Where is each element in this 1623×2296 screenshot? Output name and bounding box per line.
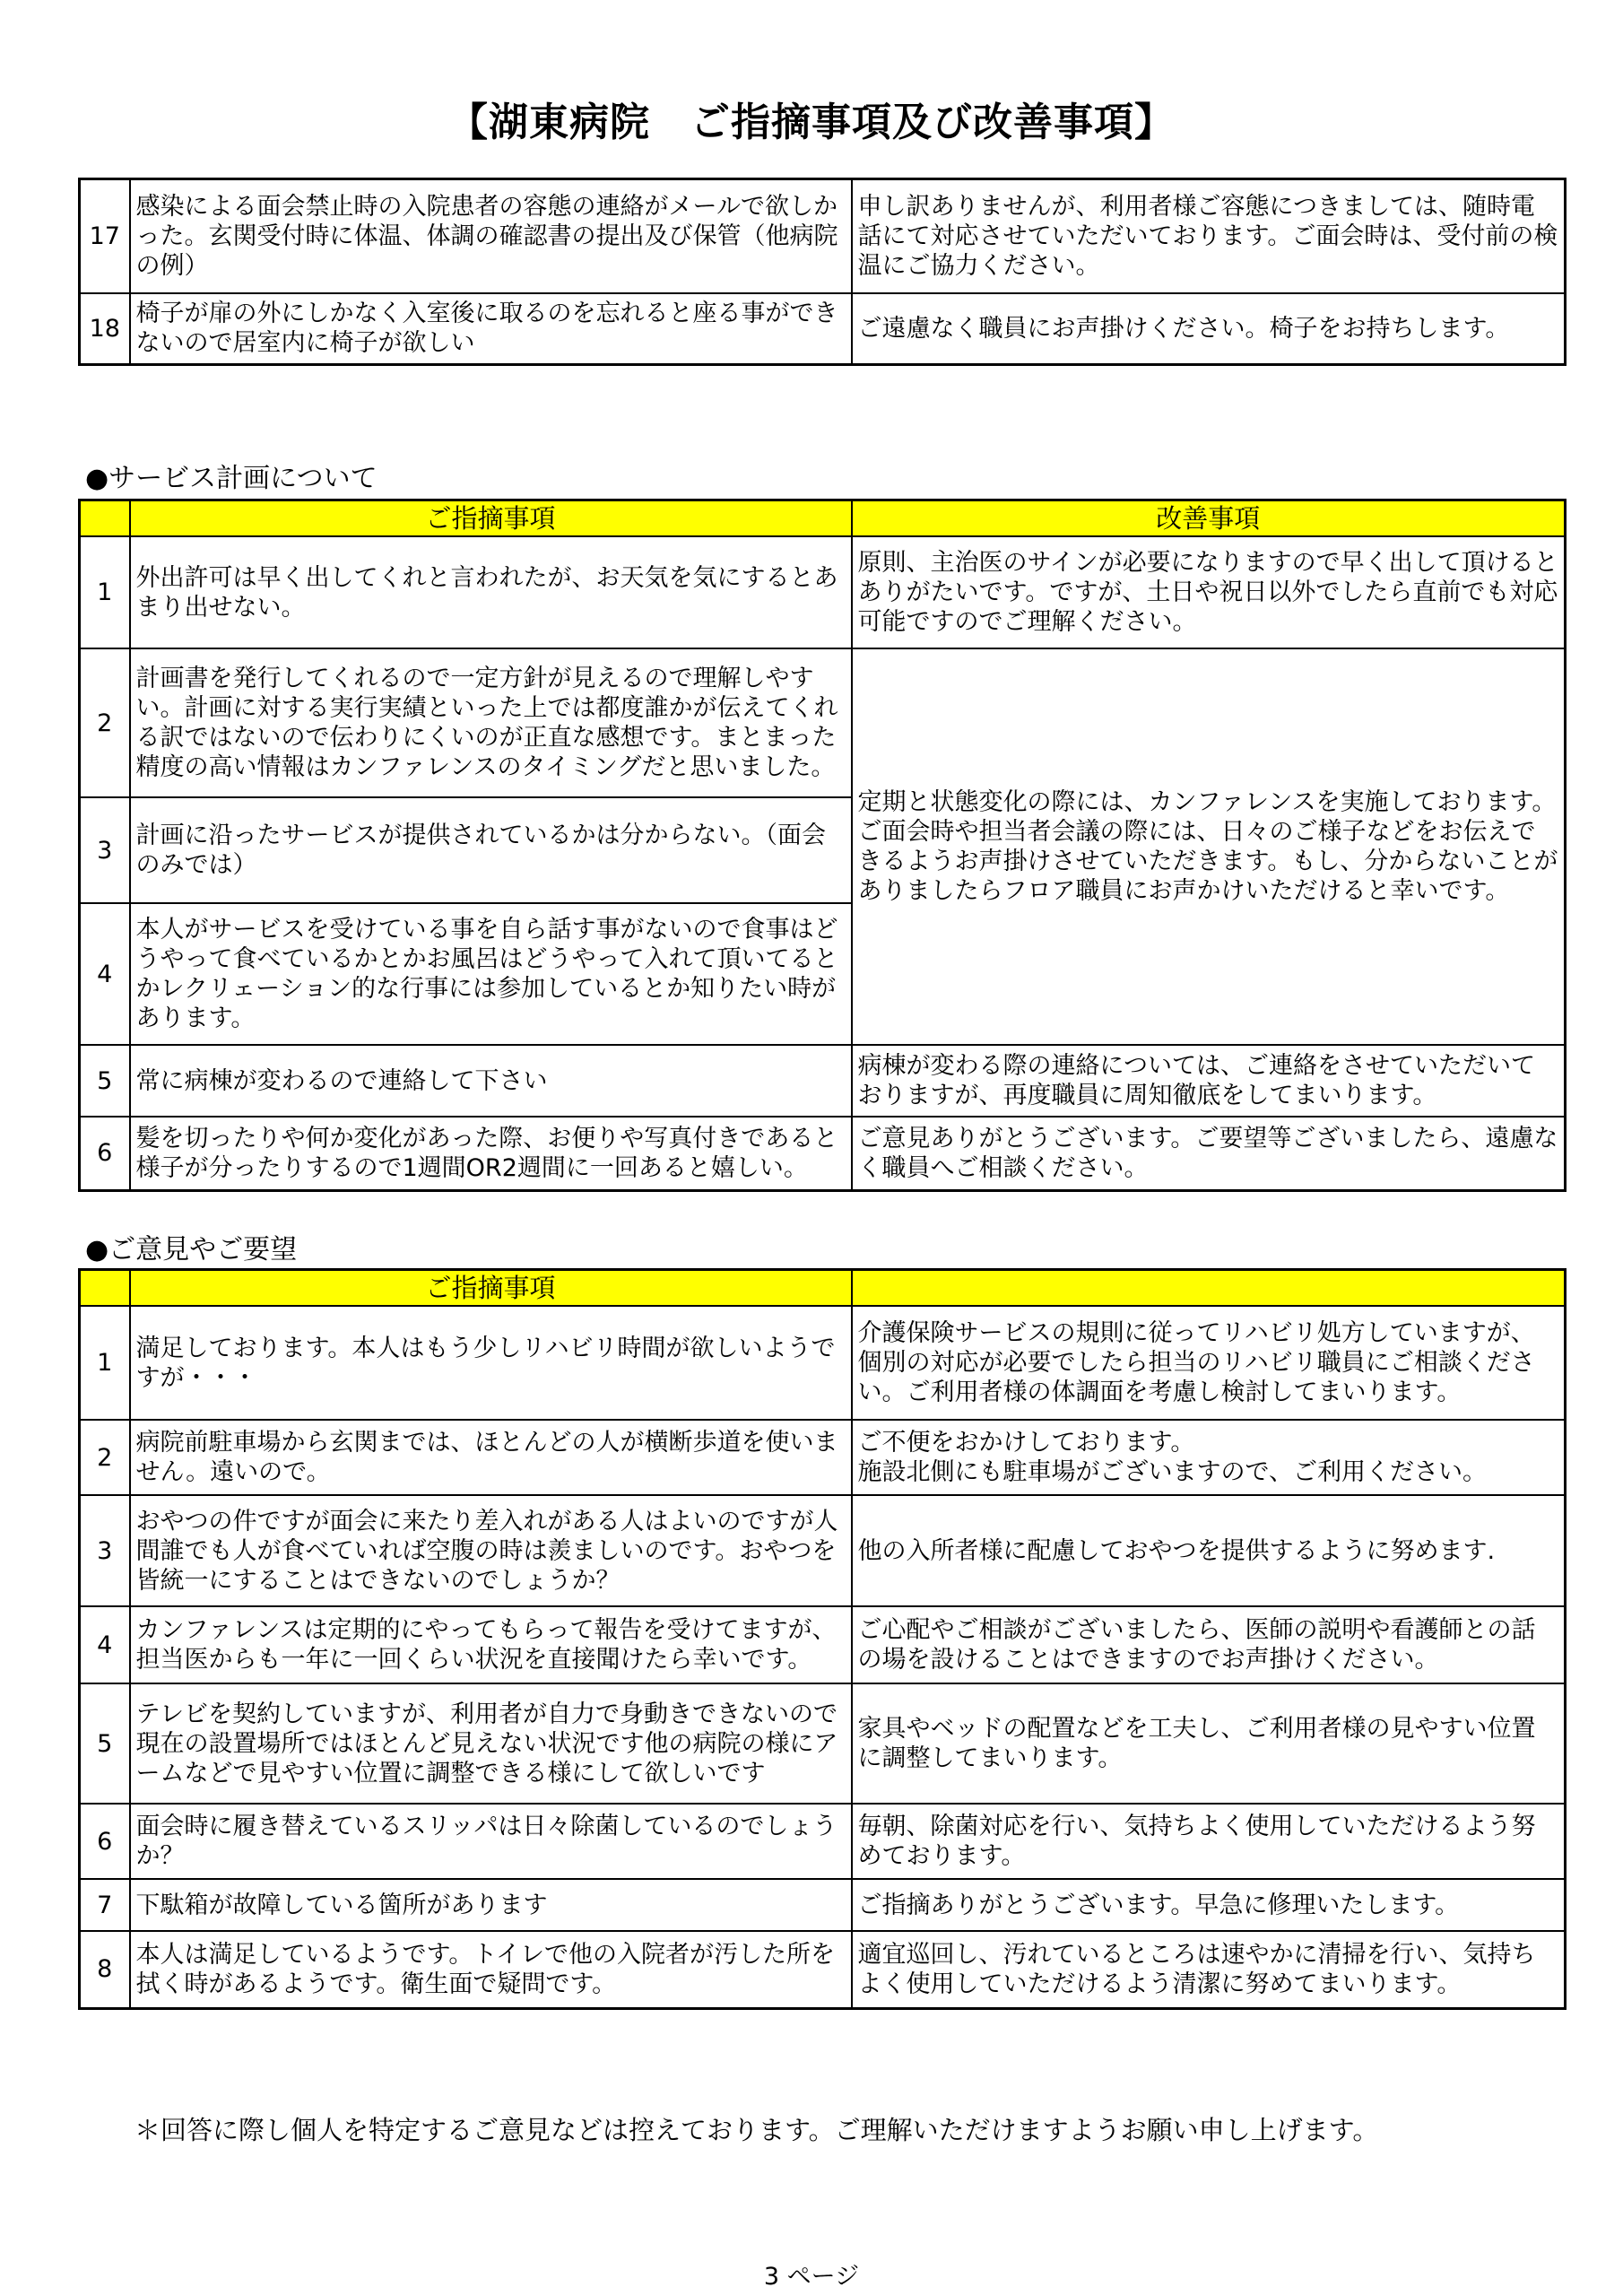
row-number: 2 <box>80 1420 130 1495</box>
footnote: ＊回答に際し個人を特定するご意見などは控えております。ご理解いただけますようお願い申し上げます。 <box>135 2115 1379 2145</box>
issue-cell: 満足しております。本人はもう少しリハビリ時間が欲しいようですが・・・ <box>130 1306 852 1420</box>
column-header-response: 改善事項 <box>852 500 1566 537</box>
row-number: 3 <box>80 1495 130 1606</box>
issue-cell: 計画書を発行してくれるので一定方針が見えるので理解しやすい。計画に対する実行実績といった上では都度誰かが伝えてくれる訳ではないので伝わりにくいのが正直な感想です。まとまった精度の高い情報はカンファレンスのタイミングだと思いました。 <box>130 648 852 797</box>
response-cell: ご意見ありがとうございます。ご要望等ございましたら、遠慮なく職員へご相談ください。 <box>852 1117 1566 1190</box>
column-header-issue: ご指摘事項 <box>130 1270 852 1307</box>
response-cell: 適宜巡回し、汚れているところは速やかに清掃を行い、気持ちよく使用していただけるよう清潔に努めてまいります。 <box>852 1931 1566 2008</box>
table-row <box>80 1420 1566 1495</box>
page-title: 【湖東病院 ご指摘事項及び改善事項】 <box>448 100 1175 145</box>
response-cell: ご不便をおかけしております。 施設北側にも駐車場がございますので、ご利用ください。 <box>852 1420 1566 1495</box>
table-row <box>80 1606 1566 1683</box>
issue-cell: 本人は満足しているようです。トイレで他の入院者が汚した所を拭く時があるようです。衛生面で疑問です。 <box>130 1931 852 2008</box>
response-cell: ご心配やご相談がございましたら、医師の説明や看護師との話の場を設けることはできますのでお声掛けください。 <box>852 1606 1566 1683</box>
table-row <box>80 1045 1566 1117</box>
response-cell: 他の入所者様に配慮しておやつを提供するように努めます. <box>852 1495 1566 1606</box>
column-header-issue: ご指摘事項 <box>130 500 852 537</box>
table-row <box>80 1117 1566 1190</box>
row-number: 2 <box>80 648 130 797</box>
issue-cell: 下駄箱が故障している箇所があります <box>130 1879 852 1931</box>
opinions-table <box>78 1268 1567 2010</box>
issue-cell: 髪を切ったりや何か変化があった際、お便りや写真付きであると様子が分ったりするので1週間OR2週間に一回あると嬉しい。 <box>130 1117 852 1190</box>
section-heading-opinions: ●ご意見やご要望 <box>85 1234 298 1265</box>
response-cell: 毎朝、除菌対応を行い、気持ちよく使用していただけるよう努めております。 <box>852 1804 1566 1879</box>
row-number: 7 <box>80 1879 130 1931</box>
issue-cell: おやつの件ですが面会に来たり差入れがある人はよいのですが人間誰でも人が食べていれば空腹の時は羨ましいのです。おやつを皆統一にすることはできないのでしょうか？ <box>130 1495 852 1606</box>
table-row <box>80 1683 1566 1804</box>
table-row <box>80 1306 1566 1420</box>
row-number: 1 <box>80 536 130 648</box>
issue-cell: 病院前駐車場から玄関までは、ほとんどの人が横断歩道を使いません。遠いので。 <box>130 1420 852 1495</box>
table-header-row <box>80 500 1566 537</box>
table-row <box>80 293 1566 365</box>
issue-cell: 面会時に履き替えているスリッパは日々除菌しているのでしょうか？ <box>130 1804 852 1879</box>
issue-cell: 外出許可は早く出してくれと言われたが、お天気を気にするとあまり出せない。 <box>130 536 852 648</box>
service-plan-table <box>78 499 1567 1192</box>
row-number: 6 <box>80 1804 130 1879</box>
section-heading-service-plan: ●サービス計画について <box>85 463 378 494</box>
row-number: 18 <box>80 293 130 365</box>
response-cell: ご遠慮なく職員にお声掛けください。椅子をお持ちします。 <box>852 293 1566 365</box>
table-row <box>80 179 1566 293</box>
table-row <box>80 1879 1566 1931</box>
response-cell: 申し訳ありませんが、利用者様ご容態につきましては、随時電話にて対応させていただいております。ご面会時は、受付前の検温にご協力ください。 <box>852 179 1566 293</box>
table-row <box>80 1931 1566 2008</box>
issue-cell: 椅子が扉の外にしかなく入室後に取るのを忘れると座る事ができないので居室内に椅子が欲しい <box>130 293 852 365</box>
row-number: 17 <box>80 179 130 293</box>
page-number: 3 ページ <box>763 2263 860 2291</box>
table-row <box>80 1495 1566 1606</box>
table-header-row <box>80 1270 1566 1307</box>
column-header-response <box>852 1270 1566 1307</box>
response-cell: 家具やベッドの配置などを工夫し、ご利用者様の見やすい位置に調整してまいります。 <box>852 1683 1566 1804</box>
issue-cell: 計画に沿ったサービスが提供されているかは分からない。（面会のみでは） <box>130 797 852 903</box>
response-cell: 介護保険サービスの規則に従ってリハビリ処方していますが、個別の対応が必要でしたら担当のリハビリ職員にご相談ください。ご利用者様の体調面を考慮し検討してまいります。 <box>852 1306 1566 1420</box>
header-blank-cell <box>80 500 130 537</box>
table-row <box>80 1804 1566 1879</box>
row-number: 5 <box>80 1045 130 1117</box>
issue-cell: テレビを契約していますが、利用者が自力で身動きできないので現在の設置場所ではほとんど見えない状況です他の病院の様にアームなどで見やすい位置に調整できる様にして欲しいです <box>130 1683 852 1804</box>
row-number: 6 <box>80 1117 130 1190</box>
row-number: 8 <box>80 1931 130 2008</box>
row-number: 5 <box>80 1683 130 1804</box>
issue-cell: カンファレンスは定期的にやってもらって報告を受けてますが、担当医からも一年に一回くらい状況を直接聞けたら幸いです。 <box>130 1606 852 1683</box>
issue-cell: 感染による面会禁止時の入院患者の容態の連絡がメールで欲しかった。玄関受付時に体温、体調の確認書の提出及び保管（他病院の例） <box>130 179 852 293</box>
row-number: 3 <box>80 797 130 903</box>
merged-response-cell: 定期と状態変化の際には、カンファレンスを実施しております。ご面会時や担当者会議の際には、日々のご様子などをお伝えできるようお声掛けさせていただきます。もし、分からないことがありましたらフロア職員にお声かけいただけると幸いです。 <box>852 648 1566 1045</box>
table-row <box>80 536 1566 648</box>
continued-items-table <box>78 178 1567 366</box>
table-row <box>80 648 1566 797</box>
issue-cell: 常に病棟が変わるので連絡して下さい <box>130 1045 852 1117</box>
row-number: 4 <box>80 903 130 1045</box>
response-cell: 病棟が変わる際の連絡については、ご連絡をさせていただいておりますが、再度職員に周知徹底をしてまいります。 <box>852 1045 1566 1117</box>
row-number: 1 <box>80 1306 130 1420</box>
row-number: 4 <box>80 1606 130 1683</box>
issue-cell: 本人がサービスを受けている事を自ら話す事がないので食事はどうやって食べているかとかお風呂はどうやって入れて頂いてるとかレクリェーション的な行事には参加しているとか知りたい時があります。 <box>130 903 852 1045</box>
response-cell: 原則、主治医のサインが必要になりますので早く出して頂けるとありがたいです。ですが、土日や祝日以外でしたら直前でも対応可能ですのでご理解ください。 <box>852 536 1566 648</box>
header-blank-cell <box>80 1270 130 1307</box>
response-cell: ご指摘ありがとうございます。早急に修理いたします。 <box>852 1879 1566 1931</box>
